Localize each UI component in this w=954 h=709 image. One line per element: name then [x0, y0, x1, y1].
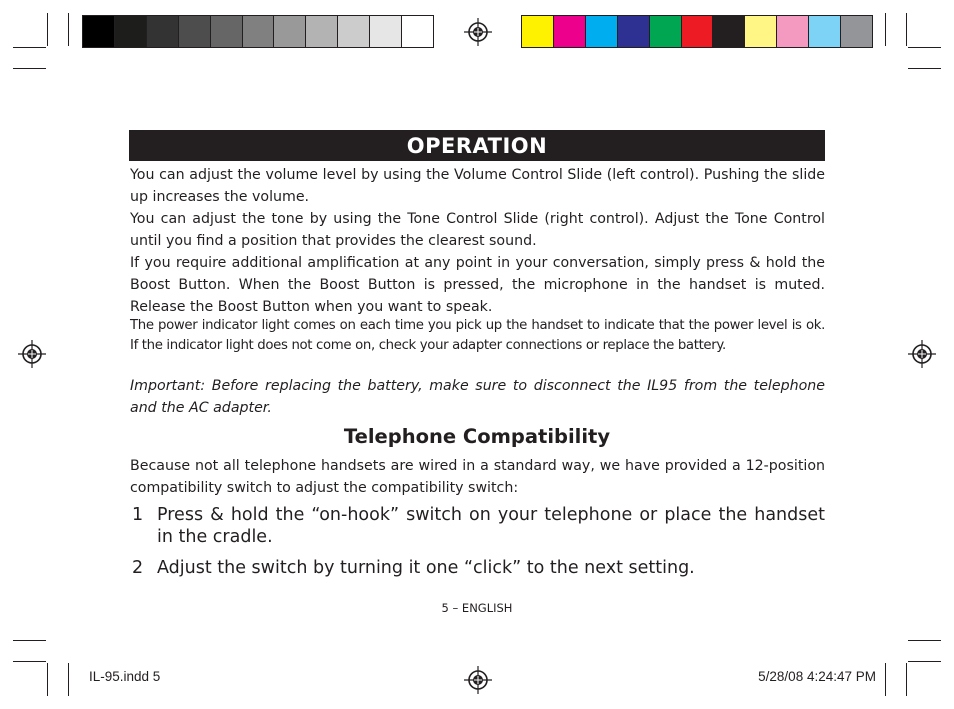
gray-swatch — [211, 16, 243, 47]
subheading-compatibility: Telephone Compatibility — [343, 425, 611, 448]
step-number: 2 — [132, 558, 144, 578]
gray-swatch — [306, 16, 338, 47]
crop-mark — [908, 68, 941, 69]
crop-mark — [908, 640, 941, 641]
slug-filename: IL-95.indd 5 — [89, 669, 161, 684]
registration-mark-icon — [464, 18, 492, 46]
registration-mark-icon — [18, 340, 46, 368]
color-swatch — [554, 16, 586, 47]
crop-mark — [908, 47, 941, 48]
gray-swatch — [115, 16, 147, 47]
registration-mark-icon — [908, 340, 936, 368]
crop-mark — [906, 13, 907, 46]
registration-mark-icon — [464, 666, 492, 694]
paragraph-compat-intro: Because not all telephone handsets are wired in a standard way, we have provided a 12-position compatibility switch to adjust the compatibility switch: — [130, 458, 825, 496]
list-item — [130, 504, 825, 548]
crop-mark — [47, 13, 48, 46]
gray-swatch — [274, 16, 306, 47]
color-swatch — [682, 16, 714, 47]
paragraph-boost: If you require additional amplification at any point in your conversation, simply press & hold the Boost Button. When the Boost Button is pressed, the microphone in the handset is muted. Release the Boost Button when you want to speak. — [130, 255, 825, 315]
step-text: Adjust the switch by turning it one “click” to the next setting. — [157, 558, 695, 578]
color-swatch — [745, 16, 777, 47]
gray-swatch — [338, 16, 370, 47]
step-text: Press & hold the “on-hook” switch on your telephone or place the handset in the cradle. — [157, 505, 825, 547]
gray-swatch — [402, 16, 433, 47]
list-item — [130, 557, 825, 579]
paragraph-tone: You can adjust the tone by using the Tone Control Slide (right control). Adjust the Tone Control until you find a position that provides the clearest sound. — [130, 211, 825, 249]
section-header: OPERATION — [129, 130, 825, 161]
crop-mark — [13, 661, 46, 662]
slug-datetime: 5/28/08 4:24:47 PM — [758, 669, 876, 684]
crop-mark — [885, 13, 886, 46]
page-footer: 5 – ENGLISH — [441, 601, 513, 615]
crop-mark — [906, 663, 907, 696]
crop-mark — [13, 68, 46, 69]
color-swatch — [522, 16, 554, 47]
color-swatch — [777, 16, 809, 47]
crop-mark — [908, 661, 941, 662]
color-swatch — [586, 16, 618, 47]
color-swatch — [713, 16, 745, 47]
crop-mark — [47, 663, 48, 696]
gray-swatch — [243, 16, 275, 47]
color-swatch — [841, 16, 872, 47]
crop-mark — [68, 13, 69, 46]
color-swatch — [618, 16, 650, 47]
gray-swatch — [83, 16, 115, 47]
gray-ramp-bar — [82, 15, 434, 48]
color-swatch — [809, 16, 841, 47]
crop-mark — [13, 640, 46, 641]
paragraph-power-indicator: The power indicator light comes on each time you pick up the handset to indicate that the power level is ok. If the indicator light does not come on, check your adapter connections or replace the battery. — [130, 318, 825, 353]
gray-swatch — [179, 16, 211, 47]
gray-swatch — [370, 16, 402, 47]
color-swatch — [650, 16, 682, 47]
crop-mark — [885, 663, 886, 696]
color-bar — [521, 15, 873, 48]
gray-swatch — [147, 16, 179, 47]
step-number: 1 — [132, 505, 144, 525]
paragraph-volume: You can adjust the volume level by using the Volume Control Slide (left control). Pushing the slide up increases the volume. — [130, 167, 825, 205]
paragraph-important: Important: Before replacing the battery, make sure to disconnect the IL95 from the telephone and the AC adapter. — [130, 378, 825, 416]
crop-mark — [68, 663, 69, 696]
crop-mark — [13, 47, 46, 48]
